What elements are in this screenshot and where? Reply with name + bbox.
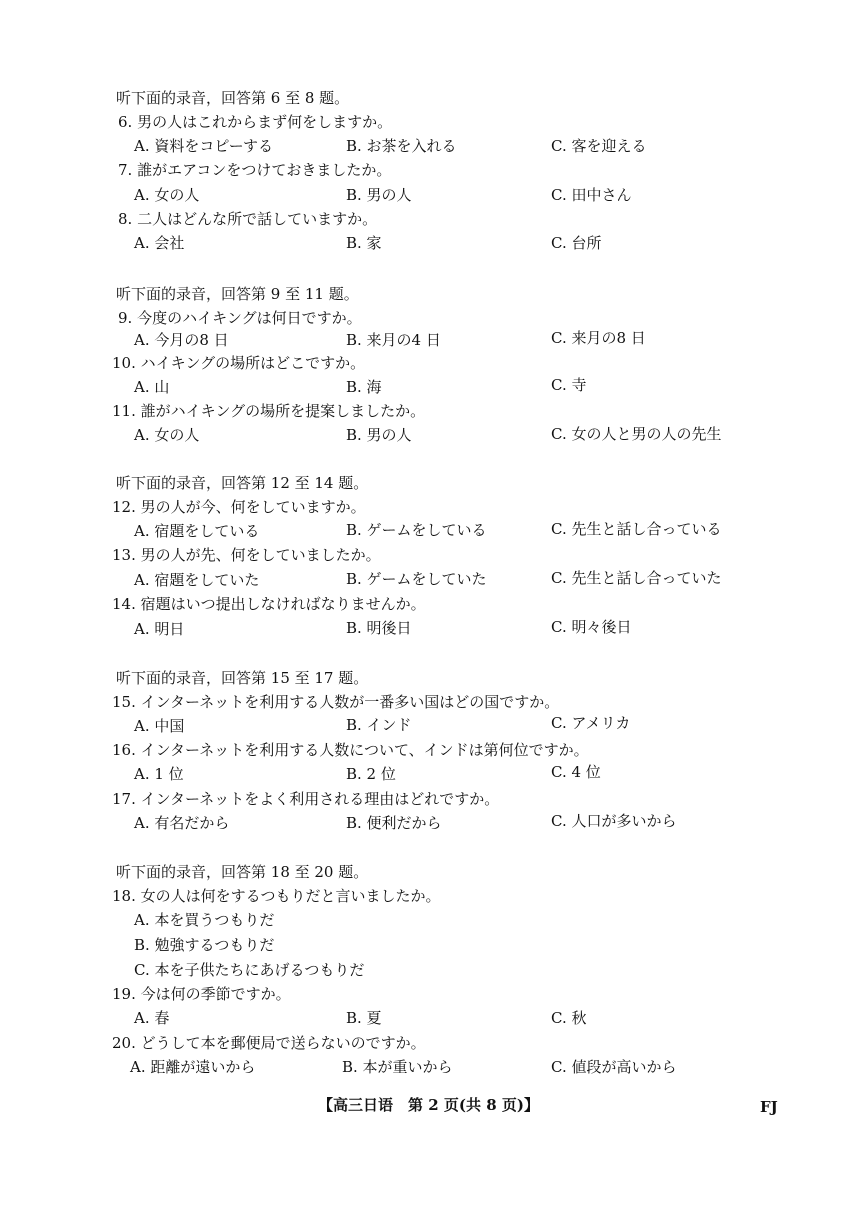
option-c: C. 明々後日 bbox=[551, 618, 632, 636]
question-text: 19. 今は何の季節ですか。 bbox=[112, 985, 291, 1003]
option-a: A. 春 bbox=[134, 1009, 170, 1027]
option-a: A. 女の人 bbox=[134, 426, 200, 444]
question-text: 15. インターネットを利用する人数が一番多い国はどの国ですか。 bbox=[112, 693, 560, 711]
option-b: B. 男の人 bbox=[346, 426, 412, 444]
option-a: A. 女の人 bbox=[134, 186, 200, 204]
question-text: 10. ハイキングの場所はどこですか。 bbox=[112, 354, 366, 372]
question-text: 9. 今度のハイキングは何日ですか。 bbox=[118, 309, 362, 327]
option-a: A. 本を買うつもりだ bbox=[134, 911, 275, 929]
section-header: 听下面的录音，回答第 15 至 17 题。 bbox=[116, 669, 369, 687]
option-c: C. 客を迎える bbox=[551, 137, 647, 155]
option-b: B. 男の人 bbox=[346, 186, 412, 204]
option-a: A. 資料をコピーする bbox=[134, 137, 274, 155]
question-text: 13. 男の人が先、何をしていましたか。 bbox=[112, 546, 381, 564]
option-c: C. 秋 bbox=[551, 1009, 587, 1027]
option-c: C. 人口が多いから bbox=[551, 812, 677, 830]
option-a: A. 宿題をしていた bbox=[134, 571, 260, 589]
question-text: 7. 誰がエアコンをつけておきましたか。 bbox=[118, 161, 392, 179]
option-a: A. 今月の8 日 bbox=[134, 331, 229, 349]
option-c: C. 値段が高いから bbox=[551, 1058, 677, 1076]
option-c: C. 4 位 bbox=[551, 763, 601, 781]
option-b: B. 2 位 bbox=[346, 765, 396, 783]
question-text: 11. 誰がハイキングの場所を提案しましたか。 bbox=[112, 402, 426, 420]
question-text: 17. インターネットをよく利用される理由はどれですか。 bbox=[112, 790, 500, 808]
option-b: B. 来月の4 日 bbox=[346, 331, 441, 349]
option-a: A. 明日 bbox=[134, 620, 185, 638]
question-text: 14. 宿題はいつ提出しなければなりませんか。 bbox=[112, 595, 426, 613]
option-c: C. 台所 bbox=[551, 234, 602, 252]
option-b: B. 便利だから bbox=[346, 814, 442, 832]
option-a: A. 宿題をしている bbox=[134, 522, 260, 540]
option-c: C. 寺 bbox=[551, 376, 587, 394]
option-c: C. 来月の8 日 bbox=[551, 329, 646, 347]
option-b: B. お茶を入れる bbox=[346, 137, 457, 155]
option-c: C. 女の人と男の人の先生 bbox=[551, 425, 722, 443]
option-a: A. 距離が遠いから bbox=[130, 1058, 256, 1076]
option-b: B. 勉強するつもりだ bbox=[134, 936, 275, 954]
region-code: FJ bbox=[760, 1098, 778, 1116]
question-text: 16. インターネットを利用する人数について、インドは第何位ですか。 bbox=[112, 741, 589, 759]
option-c: C. 先生と話し合っている bbox=[551, 520, 722, 538]
section-header: 听下面的录音，回答第 6 至 8 题。 bbox=[116, 89, 350, 107]
section-header: 听下面的录音，回答第 9 至 11 题。 bbox=[116, 285, 359, 303]
section-header: 听下面的录音，回答第 12 至 14 题。 bbox=[116, 474, 369, 492]
option-b: B. ゲームをしている bbox=[346, 521, 487, 539]
section-header: 听下面的录音，回答第 18 至 20 题。 bbox=[116, 863, 369, 881]
question-text: 20. どうして本を郵便局で送らないのですか。 bbox=[112, 1034, 426, 1052]
option-c: C. 先生と話し合っていた bbox=[551, 569, 722, 587]
question-text: 6. 男の人はこれからまず何をしますか。 bbox=[118, 113, 393, 131]
option-b: B. 明後日 bbox=[346, 619, 412, 637]
question-text: 8. 二人はどんな所で話していますか。 bbox=[118, 210, 378, 228]
question-text: 12. 男の人が今、何をしていますか。 bbox=[112, 498, 366, 516]
option-b: B. ゲームをしていた bbox=[346, 570, 487, 588]
page-footer: 【高三日语 第 2 页(共 8 页)】 bbox=[318, 1096, 539, 1114]
option-c: C. 田中さん bbox=[551, 186, 632, 204]
option-a: A. 1 位 bbox=[134, 765, 184, 783]
option-a: A. 山 bbox=[134, 378, 170, 396]
option-b: B. インド bbox=[346, 716, 412, 734]
option-a: A. 会社 bbox=[134, 234, 185, 252]
option-c: C. アメリカ bbox=[551, 714, 631, 732]
option-a: A. 中国 bbox=[134, 717, 185, 735]
option-b: B. 本が重いから bbox=[342, 1058, 453, 1076]
option-c: C. 本を子供たちにあげるつもりだ bbox=[134, 961, 365, 979]
option-a: A. 有名だから bbox=[134, 814, 230, 832]
option-b: B. 海 bbox=[346, 378, 382, 396]
question-text: 18. 女の人は何をするつもりだと言いましたか。 bbox=[112, 887, 441, 905]
option-b: B. 夏 bbox=[346, 1009, 382, 1027]
option-b: B. 家 bbox=[346, 234, 382, 252]
